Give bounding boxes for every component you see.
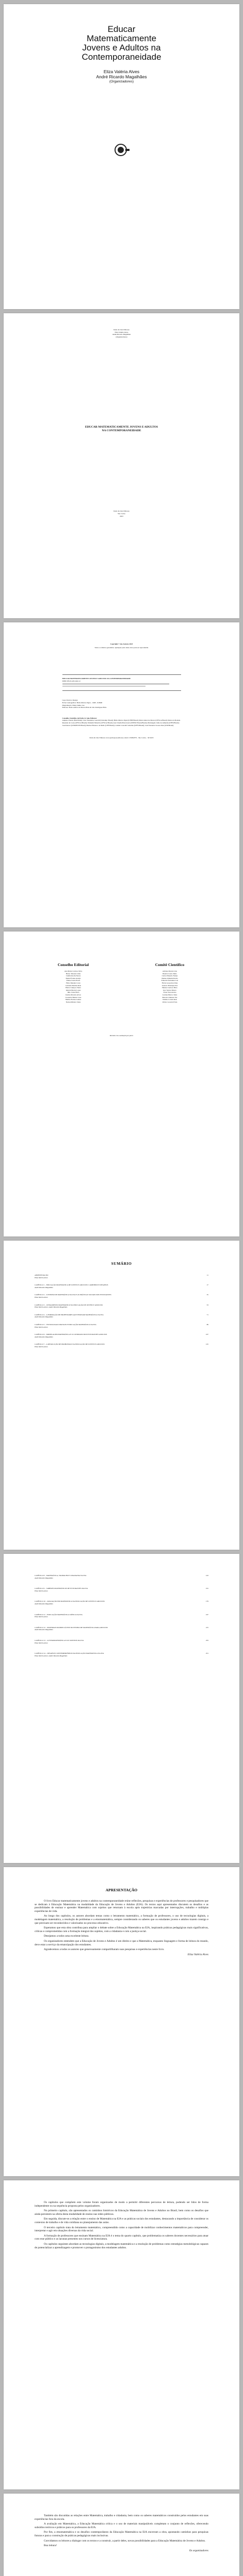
toc-item-authors: André Ricardo Magalhães	[35, 1577, 53, 1579]
catalog-title: EDUCAR MATEMATICAMENTE JOVENS E ADULTOS NA CONTEMPORANEIDADE	[62, 677, 131, 680]
imprint-line: São Carlos	[118, 512, 125, 515]
cover-role: (Organizadores)	[109, 80, 134, 83]
toc-item[interactable]	[35, 1574, 208, 1579]
toc-item[interactable]	[35, 1333, 208, 1338]
toc-item-page: 11	[206, 1274, 208, 1276]
toc-item-authors: André Ricardo Magalhães	[35, 1629, 53, 1631]
paragraph: A avaliação em Matemática, a Educação Matemática crítica e o uso de materiais manipuláveis completam o conjunto de reflexões, oferecendo subsídios teóricos e práticos para os professores da EJA.	[35, 2522, 208, 2529]
scientific-board	[62, 717, 181, 726]
toc-item-title: CAPÍTULO 3 – LETRAMENTO MATEMÁTICO NA EDUCAÇÃO DE JOVENS E ADULTOS	[35, 1303, 103, 1306]
board-names: Augusto Ponzio (Bari/Itália); João Wanderley Geraldi (Unicamp/ Brasil); Hélio Márcio Pajeú (UFPE/Brasil); Maria Isabel de Moura (UFSCar/Brasil); Maria da Piedade Resende da Costa (UFSCar/Brasil); Valdemir Miotello (UFSCar/Brasil); Ana Cláudia Bortolozzi (UNESP/ Bauru/Brasil); Mariangela Lima de Almeida (UFES/Brasil); José Kuiava (UNIOESTE/Brasil); Marisol Barenco de Mello (UFF/Brasil); Camila Caracelli Scherma (UFFS/Brasil); Luis Fernando Soares Zuin (USP/Brasil).	[62, 719, 181, 726]
toc-item-page: 125	[205, 1343, 208, 1346]
committee-name: Natália Correia Reis	[163, 998, 177, 1001]
toc-item-page: 107	[205, 1333, 208, 1336]
toc-item-page: 197	[205, 1613, 208, 1616]
text-page	[4, 2494, 239, 2576]
council-name: Marina Freitas Gomes	[65, 998, 82, 1001]
committee-name: Carlos Eduardo Nunes	[161, 975, 178, 977]
committee-name: Otávio Lacerda Faria	[162, 1001, 177, 1003]
toc-item[interactable]	[35, 1314, 208, 1318]
paragraph: O terceiro capítulo trata do letramento matemático, compreendido como a capacidade de mobilizar conhecimentos matemáticos para compreender, interpretar e agir em situações diversas da vida social.	[35, 2226, 208, 2233]
toc-item-authors: Eliza Valéria Alves	[35, 1641, 48, 1644]
toc-item-title: CAPÍTULO 5 – TECNOLOGIAS DIGITAIS E EDUCAÇÃO MATEMÁTICA NA EJA	[35, 1323, 96, 1326]
credit-line: Ficha Catalográfica: Hélio Márcio Pajeú – CRB - 8-8828	[62, 701, 103, 704]
presentation-body	[35, 1900, 208, 1956]
toc-item-page: 53	[206, 1303, 208, 1306]
toc-page-continued	[4, 1554, 239, 1863]
committee-name: Denise Almeida Rocha	[161, 977, 178, 979]
copyright-head: Copyright © dos Autores 2023	[110, 643, 133, 645]
toc-page	[4, 1241, 239, 1550]
toc-item-authors: André Ricardo Magalhães	[35, 1335, 53, 1338]
toc-item[interactable]	[35, 1343, 208, 1348]
cover-title-line: Jovens e Adultos na	[82, 43, 161, 53]
toc-item-page: 251	[205, 1652, 208, 1655]
paragraph: A formação de professores que ensinam Matemática na EJA é o tema do quarto capítulo, que problematiza os saberes docentes necessários para atuar com esse público e as lacunas presentes nos cursos de licenciatura.	[35, 2234, 208, 2241]
committee-name: Luciana Barros Teles	[162, 993, 177, 996]
cover-title-line: Educar	[107, 24, 136, 34]
toc-item[interactable]	[35, 1639, 208, 1644]
committee-name: Marcelo Antunes Vaz	[162, 996, 177, 998]
toc-item[interactable]	[35, 1304, 208, 1309]
copyright-notice: Todos os direitos garantidos. Qualquer parte desta obra pode ser reproduzida.	[94, 646, 149, 649]
toc-item[interactable]	[35, 1652, 208, 1657]
council-name: Bruno Teixeira Lima	[66, 972, 81, 975]
toc-item[interactable]	[35, 1626, 208, 1631]
toc-item-authors: André Ricardo Magalhães	[35, 1316, 53, 1318]
cover-author: André Ricardo Magalhães	[96, 74, 147, 79]
isbn: ISBN 978-65-265-0421-9	[62, 680, 80, 682]
toc-item-title: CAPÍTULO 13 – A ETNOMATEMÁTICA E OS SUJEITOS DA EJA	[35, 1639, 84, 1641]
council-name: Heitor Campos Vieira	[66, 987, 81, 989]
toc-heading: SUMÁRIO	[111, 1261, 132, 1266]
paragraph: Desejamos a todos uma excelente leitura.	[44, 1935, 89, 1938]
council-name: Elaine Souza Prado	[66, 979, 80, 982]
toc-item[interactable]	[35, 1587, 208, 1592]
toc-item-title: CAPÍTULO 6 – MODELAGEM MATEMÁTICA E O COTIDIANO DOS ESTUDANTES ADULTOS	[35, 1333, 107, 1336]
paragraph: Os capítulos que compõem este volume foram organizados de modo a permitir diferentes percursos de leitura, podendo ser lidos de forma independente ou na sequência proposta pelos organizadores.	[35, 2201, 208, 2208]
toc-item-authors: Eliza Valéria Alves	[35, 1296, 48, 1298]
toc-item-page: 35	[206, 1294, 208, 1296]
cover-author: Eliza Valéria Alves	[103, 69, 140, 74]
committee-name: Adriana Pereira Lins	[162, 970, 177, 972]
signature: Os organizadores	[189, 2549, 208, 2552]
toc-item-title: CAPÍTULO 14 – DESAFIOS CONTEMPORÂNEOS DA EDUCAÇÃO MATEMÁTICA NA EJA	[35, 1652, 104, 1655]
council-name: Leonardo Batista Cruz	[65, 996, 82, 998]
board-head: Conselho Científico da Pedro & João Editores:	[62, 717, 98, 719]
cover-page	[4, 4, 239, 309]
paragraph: Convidamos os leitores a dialogar com os textos e a construir, a partir deles, novas possibilidades para a Educação Matemática de Jovens e Adultos.	[44, 2539, 206, 2543]
council-name: Karina Moreira Alves	[66, 993, 81, 996]
cover-title-line: Contemporaneidade	[82, 52, 161, 62]
paragraph: Por fim, a etnomatemática e os desafios contemporâneos da Educação Matemática na EJA encerram a obra, apontando caminhos para pesquisas futuras e para a construção de práticas pedagógicas mais inclusivas.	[35, 2531, 208, 2537]
committee-name: Beatriz Castro Melo	[163, 972, 177, 975]
council-page	[4, 931, 239, 1236]
toc-item-title: CAPÍTULO 2 – O ENSINO DE MATEMÁTICA NA EJA E AS PRÁTICAS SOCIAIS DOS ESTUDANTES	[35, 1294, 111, 1296]
credit-line: Editores: Pedro Amaro de Moura Brito & João Rodrigues Brito	[62, 706, 107, 709]
imprint-line: Pedro & João Editores	[114, 510, 129, 513]
paragraph: Agradecemos a todos os autores que generosamente compartilharam suas pesquisas e experiências neste livro.	[44, 1948, 165, 1952]
toc-item-authors: Eliza Valéria Alves	[35, 1589, 48, 1592]
cover-authors	[4, 69, 239, 84]
toc-item-authors: Eliza Valéria Alves; André Ricardo Magalhães	[35, 1654, 68, 1657]
toc-item-page: 143	[205, 1574, 208, 1577]
council-name: Nelson Ribeiro Sales	[66, 1001, 81, 1003]
credit-line: Diagramação: Diany Akiko Lee	[62, 704, 85, 706]
paragraph: Em seguida, discute-se a relação entre o ensino de Matemática na EJA e as práticas sociais dos estudantes, destacando a importância de considerar os contextos de trabalho e de vida cotidiana no planejamento das aulas.	[35, 2217, 208, 2224]
toc-item-title: CAPÍTULO 10 – AVALIAÇÃO EM MATEMÁTICA NA EDUCAÇÃO DE JOVENS E ADULTOS	[35, 1600, 105, 1603]
scientific-committee	[126, 962, 214, 1003]
committee-name: Joana Vasconcelos	[163, 991, 176, 994]
committee-name: Igor Santos Moura	[163, 989, 176, 991]
toc-item[interactable]	[35, 1324, 208, 1328]
paragraph: Esperamos que esta obra contribua para ampliar o debate sobre a Educação Matemática na EJA, inspirando práticas pedagógicas mais significativas, críticas e comprometidas com a formação integral dos sujeitos, com a cidadania e com a justiça social.	[35, 1926, 208, 1933]
half-title-publisher: Pedro & João Editores	[114, 329, 129, 331]
council-name: Gabriela Martins Reis	[66, 984, 81, 987]
toc-item[interactable]	[35, 1614, 208, 1618]
toc-item-authors: André Ricardo Magalhães	[35, 1286, 53, 1289]
text-page	[4, 2180, 239, 2489]
cover-title	[4, 25, 239, 62]
committee-name: Helena Cardoso Brito	[162, 987, 177, 989]
toc-item-page: 179	[205, 1600, 208, 1603]
editorial-council	[29, 962, 117, 1003]
toc-item-title: CAPÍTULO 9 – SABERES MATEMÁTICOS DE ESTUDANTES DA EJA	[35, 1587, 88, 1590]
council-name: Júlio César Pinto	[67, 991, 79, 994]
council-name: Daniel Fontes Araújo	[66, 977, 81, 979]
toc-item-authors: Eliza Valéria Alves	[35, 1616, 48, 1618]
half-title-page	[4, 313, 239, 618]
toc-item-page: 17	[206, 1284, 208, 1286]
council-heading: Conselho Editorial	[57, 962, 89, 967]
credits	[62, 699, 181, 708]
council-name: Camila Rocha Neves	[66, 975, 81, 977]
paragraph: Os organizadores entendem que a Educação de Jovens e Adultos é um direito e que a Matemática, enquanto linguagem e forma de leitura do mundo, deve estar a serviço da emancipação dos estudantes.	[35, 1939, 208, 1946]
presentation-page	[4, 1867, 239, 2176]
credit-line: Capa: Petricor Design	[62, 699, 78, 702]
text-body	[35, 2201, 208, 2249]
copyright-page	[4, 622, 239, 927]
paragraph: Também são discutidas as relações entre Matemática, trabalho e cidadania, bem como os saberes matemáticos construídos pelos estudantes em suas experiências fora da escola.	[35, 2514, 208, 2521]
toc-list	[35, 1274, 208, 1348]
catalog-card	[62, 674, 181, 691]
toc-item-title: APRESENTAÇÃO	[35, 1274, 48, 1276]
presentation-heading: APRESENTAÇÃO	[105, 1888, 138, 1892]
half-title-line: Eliza Valéria Alves	[115, 331, 128, 333]
paragraph: Boa leitura!	[44, 2544, 57, 2548]
toc-item-authors: Eliza Valéria Alves	[35, 1326, 48, 1328]
committee-name: Eduardo Fernandes Luz	[161, 979, 179, 982]
council-name: Ana Maria Cardoso Silva	[64, 970, 83, 972]
toc-item-title: CAPÍTULO 11 – EDUCAÇÃO MATEMÁTICA CRÍTICA NA EJA	[35, 1613, 83, 1616]
toc-item-authors: André Ricardo Magalhães	[35, 1602, 53, 1605]
toc-item-page: 233	[205, 1639, 208, 1641]
half-title-heading: EDUCAR MATEMATICAMENTE JOVENS E ADULTOS NA CONTEMPORANEIDADE	[85, 426, 158, 433]
toc-item-authors: Eliza Valéria Alves	[35, 1345, 48, 1348]
paragraph: Ao longo dos capítulos, os autores abordam temas como o letramento matemático, a formação de professores, o uso de tecnologias digitais, a modelagem matemática, a resolução de problemas e a etnomatemática, sempre considerando os saberes que os estudantes jovens e adultos trazem consigo e que precisam ser reconhecidos e valorizados no processo educativo.	[35, 1914, 208, 1925]
toc-item[interactable]	[35, 1600, 208, 1605]
committee-name: Gustavo Henrique Paz	[161, 984, 178, 987]
toc-item-authors: Eliza Valéria Alves	[35, 1276, 48, 1279]
toc-item-page: 71	[206, 1313, 208, 1316]
toc-item-title: CAPÍTULO 8 – MATEMÁTICA, TRABALHO E CIDADANIA NA EJA	[35, 1574, 87, 1577]
toc-item-title: CAPÍTULO 1 – EDUCAÇÃO MATEMÁTICA DE JOVENS E ADULTOS: CAMINHOS E DESAFIOS	[35, 1284, 108, 1286]
toc-item-title: CAPÍTULO 12 – MATERIAIS MANIPULÁVEIS NO ENSINO DE MATEMÁTICA PARA ADULTOS	[35, 1626, 108, 1629]
publisher-logo	[114, 143, 129, 159]
half-title-line: André Ricardo Magalhães	[112, 333, 131, 336]
committee-name: Flávia Gonçalves Dias	[161, 981, 178, 984]
committee-heading: Comitê Científico	[155, 962, 185, 967]
toc-list	[35, 1574, 208, 1657]
signature: Eliza Valéria Alves	[187, 1953, 208, 1956]
council-name: Fábio Mendes Costa	[66, 981, 80, 984]
toc-item-page: 89	[206, 1323, 208, 1326]
toc-item-title: CAPÍTULO 7 – A RESOLUÇÃO DE PROBLEMAS NA EDUCAÇÃO DE JOVENS E ADULTOS	[35, 1343, 105, 1346]
toc-item[interactable]	[35, 1274, 208, 1279]
toc-item-page: 161	[205, 1587, 208, 1590]
peer-review-note: Revisão e/ou avaliação por pares	[109, 1035, 134, 1037]
imprint-line: 2023	[120, 515, 123, 517]
publisher-address: Pedro & João Editores www.pedroejoaoeditores.com.br 13568-878 – São Carlos – SP 2023	[89, 737, 154, 739]
paragraph: Os capítulos seguintes abordam as tecnologias digitais, a modelagem matemática e a resolução de problemas como estratégias metodológicas capazes de potencializar a aprendizagem e promover o protagonismo dos estudantes adultos.	[35, 2242, 208, 2249]
paragraph: No primeiro capítulo, são apresentados os caminhos históricos da Educação Matemática de Jovens e Adultos no Brasil, bem como os desafios que ainda persistem na oferta desta modalidade de ensino nas redes públicas.	[35, 2209, 208, 2216]
toc-item-title: CAPÍTULO 4 – A FORMAÇÃO DE PROFESSORES QUE ENSINAM MATEMÁTICA NA EJA	[35, 1313, 104, 1316]
paragraph: O livro Educar matematicamente jovens e adultos na contemporaneidade reúne reflexões, pesquisas e experiências de professores e pesquisadores que se dedicam à Educação Matemática na modalidade da Educação de Jovens e Adultos (EJA). Os textos aqui apresentados discutem os desafios e as possibilidades de ensinar e aprender Matemática com sujeitos que retornam à escola após trajetórias marcadas por interrupções, trabalho e múltiplas experiências de vida.	[35, 1900, 208, 1913]
toc-item[interactable]	[35, 1294, 208, 1298]
toc-item-page: 215	[205, 1626, 208, 1629]
council-name: Isabela Duarte Lopes	[66, 989, 81, 991]
toc-item[interactable]	[35, 1284, 208, 1289]
cover-title-line: Matematicamente	[86, 33, 157, 43]
text-body	[35, 2514, 208, 2552]
half-title-line: (Organizadores)	[116, 335, 127, 338]
toc-item-authors: Eliza Valéria Alves; André Ricardo Magalhães	[35, 1306, 68, 1309]
